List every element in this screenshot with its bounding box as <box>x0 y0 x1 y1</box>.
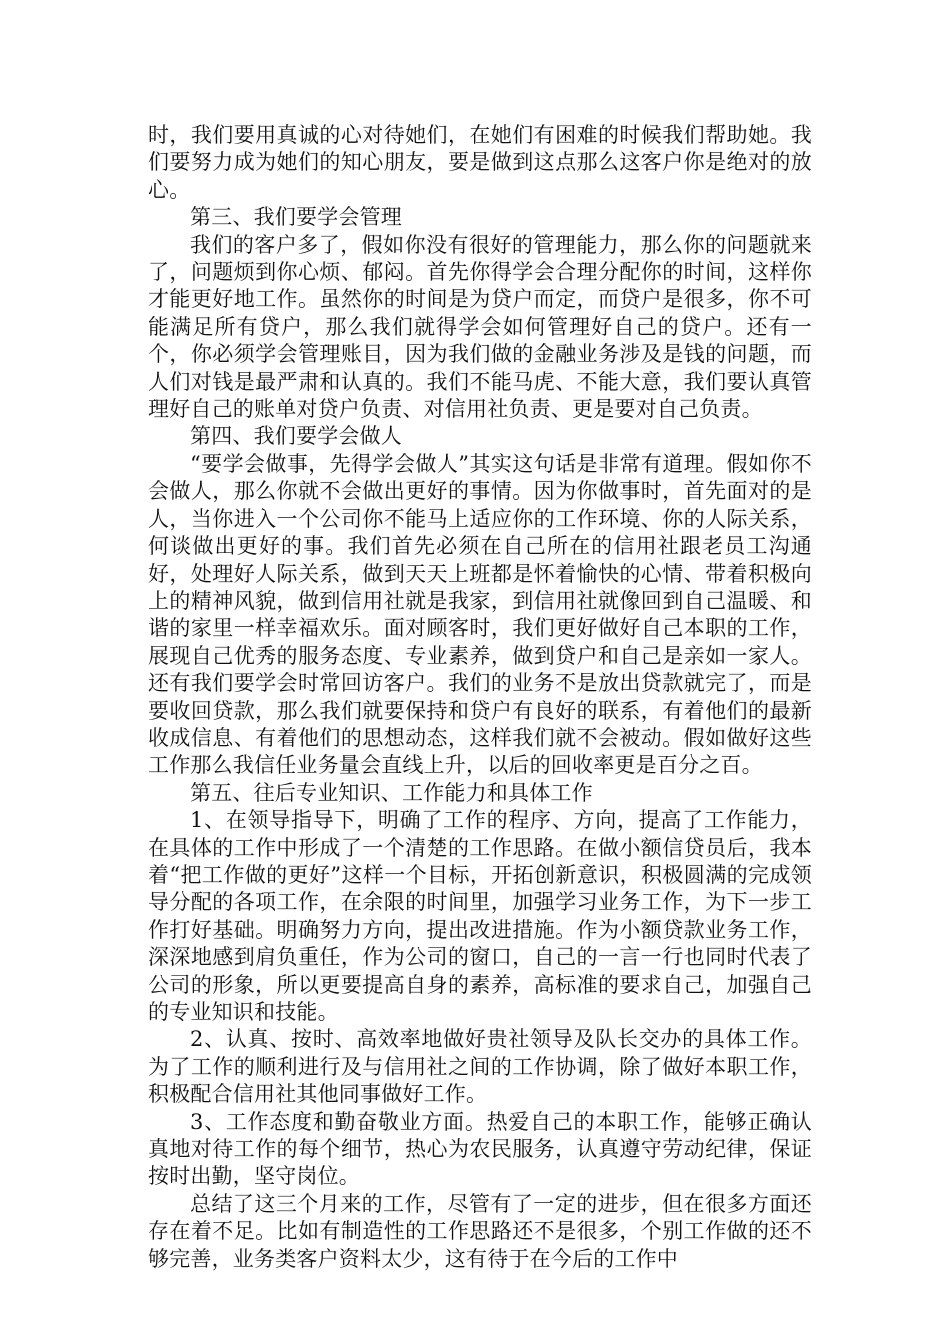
section-heading-skills: 第五、往后专业知识、工作能力和具体工作 <box>190 780 593 805</box>
section-heading-management: 第三、我们要学会管理 <box>190 205 402 230</box>
paragraph-summary: 总结了这三个月来的工作，尽管有了一定的进步，但在很多方面还存在着不足。比如有制造性的工作思路还不是很多，个别工作做的还不够完善，业务类客户资料太少，这有待于在今后的工作中 <box>148 1191 812 1271</box>
paragraph-item-1: 1、在领导指导下，明确了工作的程序、方向，提高了工作能力，在具体的工作中形成了一个清楚的工作思路。在做小额信贷员后，我本着“把工作做的更好”这样一个目标，开拓创新意识，积极圆满的完成领导分配的各项工作，在余限的时间里，加强学习业务工作，为下一步工作打好基础。明确努力方向，提出改进措施。作为小额贷款业务工作，深深地感到肩负重任，作为公司的窗口，自己的一言一行也同时代表了公司的形象，所以更要提高自身的素养，高标准的要求自己，加强自己的专业知识和技能。 <box>148 808 812 1024</box>
paragraph-conduct: “要学会做事，先得学会做人”其实这句话是非常有道理。假如你不会做人，那么你就不会做出更好的事情。因为你做事时，首先面对的是人，当你进入一个公司你不能马上适应你的工作环境、你的人际关系，何谈做出更好的事。我们首先必须在自己所在的信用社跟老员工沟通好，处理好人际关系，做到天天上班都是怀着愉快的心情、带着积极向上的精神风貌，做到信用社就是我家，到信用社就像回到自己温暖、和谐的家里一样幸福欢乐。面对顾客时，我们更好做好自己本职的工作，展现自己优秀的服务态度、专业素养，做到贷户和自己是亲如一家人。还有我们要学会时常回访客户。我们的业务不是放出贷款就完了，而是要收回贷款，那么我们就要保持和贷户有良好的联系，有着他们的最新收成信息、有着他们的思想动态，这样我们就不会被动。假如做好这些工作那么我信任业务量会直线上升，以后的回收率更是百分之百。 <box>148 451 812 778</box>
paragraph-management: 我们的客户多了，假如你没有很好的管理能力，那么你的问题就来了，问题烦到你心烦、郁闷。首先你得学会合理分配你的时间，这样你才能更好地工作。虽然你的时间是为贷户而定，而贷户是很多，你不可能满足所有贷户，那么我们就得学会如何管理好自己的贷户。还有一个，你必须学会管理账目，因为我们做的金融业务涉及是钱的问题，而人们对钱是最严肃和认真的。我们不能马虎、不能大意，我们要认真管理好自己的账单对贷户负责、对信用社负责、更是要对自己负责。 <box>148 232 812 422</box>
section-heading-conduct: 第四、我们要学会做人 <box>190 424 402 449</box>
paragraph-continuation: 时，我们要用真诚的心对待她们，在她们有困难的时候我们帮助她。我们要努力成为她们的知心朋友，要是做到这点那么这客户你是绝对的放心。 <box>148 123 812 202</box>
document-body <box>148 122 812 1273</box>
paragraph-item-3: 3、工作态度和勤奋敬业方面。热爱自己的本职工作，能够正确认真地对待工作的每个细节，热心为农民服务，认真遵守劳动纪律，保证按时出勤，坚守岗位。 <box>148 1109 812 1189</box>
paragraph-item-2: 2、认真、按时、高效率地做好贵社领导及队长交办的具体工作。为了工作的顺利进行及与信用社之间的工作协调，除了做好本职工作，积极配合信用社其他同事做好工作。 <box>148 1027 812 1107</box>
